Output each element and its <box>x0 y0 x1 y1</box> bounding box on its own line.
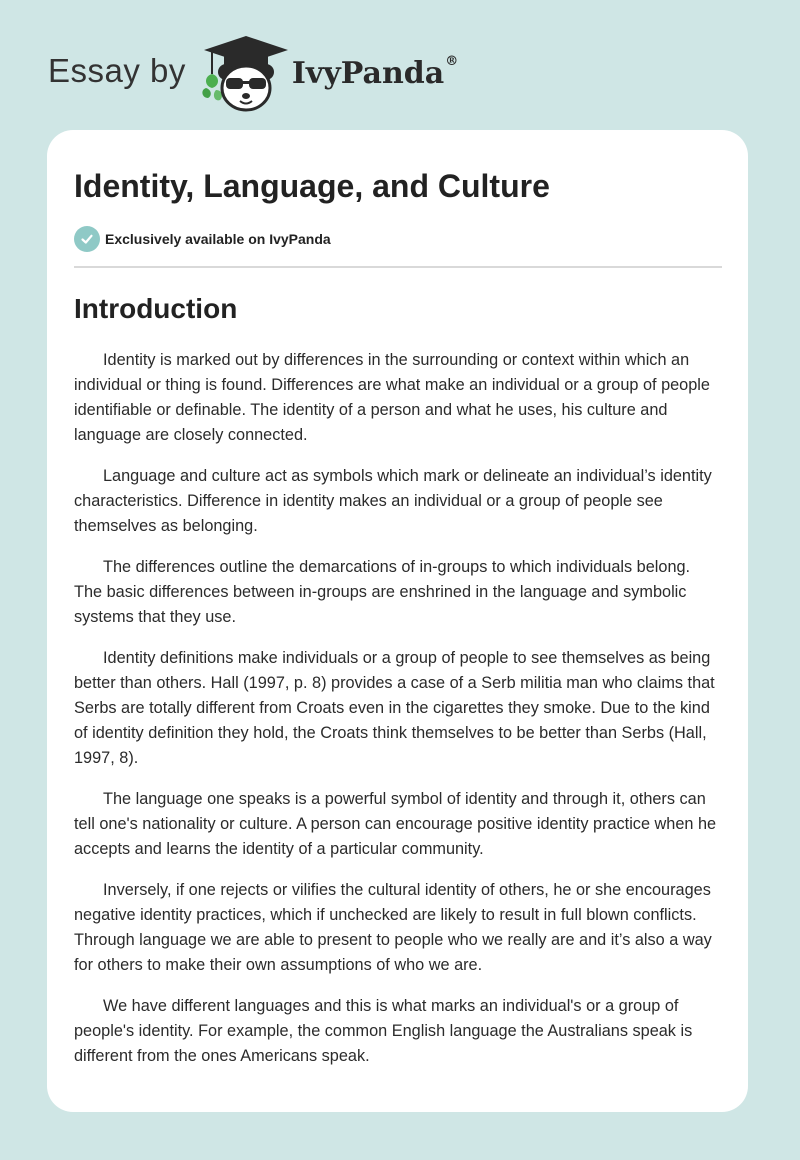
section-heading: Introduction <box>74 293 238 324</box>
paragraph: The language one speaks is a powerful symbol of identity and through it, others can tell one's nationality or culture. A person can encourage positive identity practice when he accepts and learns the identity of a particular community. <box>74 790 717 858</box>
paragraph: Identity definitions make individuals or a group of people to see themselves as being better than others. Hall (1997, p. 8) provides a case of a Serb militia man who claims that Serbs are totally different from Croats even in the cigarettes they smoke. Due to the kind of identity definition they hold, the Croats think themselves to be better than Serbs (Hall, 1997, 8). <box>74 649 715 767</box>
badge-label: Exclusively available on IvyPanda <box>105 231 331 247</box>
brand-prefix: Essay by <box>48 52 186 89</box>
brand-header[interactable] <box>48 34 458 114</box>
essay-card <box>47 130 748 1112</box>
check-icon <box>74 226 100 252</box>
paragraph: Language and culture act as symbols which mark or delineate an individual’s identity characteristics. Difference in identity makes an individual or a group of people see themselves as belonging. <box>74 467 712 535</box>
paragraph: The differences outline the demarcations of in-groups to which individuals belong. The basic differences between in-groups are enshrined in the language and symbolic systems that they use. <box>74 558 691 626</box>
essay-title: Identity, Language, and Culture <box>74 168 550 204</box>
title-divider <box>74 266 722 268</box>
paragraph: Inversely, if one rejects or vilifies the cultural identity of others, he or she encourages negative identity practices, which if unchecked are likely to result in full blown conflicts. Through language we are able to present to people who we really are and it’s also a way for others to make their own assumptions of who we are. <box>74 881 712 974</box>
brand-name: IvyPanda® <box>291 53 459 91</box>
panda-logo-icon <box>200 34 292 114</box>
paragraph: We have different languages and this is what marks an individual's or a group of people's identity. For example, the common English language the Australians speak is different from the ones Americans speak. <box>74 997 693 1065</box>
exclusive-badge <box>74 226 722 252</box>
paragraph: Identity is marked out by differences in the surrounding or context within which an individual or thing is found. Differences are what make an individual or a group of people identifiable or definable. The identity of a person and what he uses, his culture and language are closely connected. <box>74 351 710 444</box>
essay-body <box>74 348 722 1069</box>
